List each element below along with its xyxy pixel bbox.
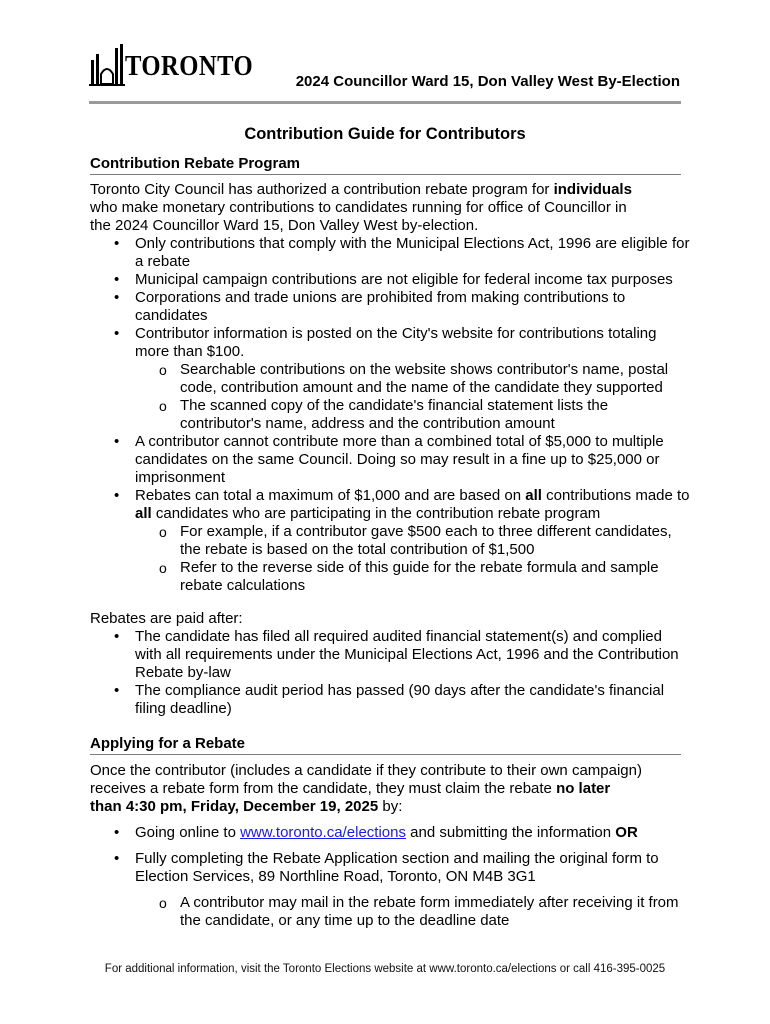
applying-section [90, 762, 690, 930]
sub-list [135, 523, 690, 595]
city-hall-icon [89, 44, 125, 88]
elections-link[interactable]: www.toronto.ca/elections [240, 824, 406, 841]
list-item: • Municipal campaign contributions are not eligible for federal income tax purposes [114, 271, 673, 288]
list-item: • The compliance audit period has passed (90 days after the candidate's financial filing deadline) [114, 682, 665, 717]
toronto-logo [89, 44, 254, 88]
list-item: • Fully completing the Rebate Application section and mailing the original form to Election Services, 89 Northline Road, Toronto, ON M4B 3G1 o A contributor may mail in the rebate form immediately after receiving it from the candidate, or any time up to the deadline date [90, 850, 690, 930]
list-item: • Going online to www.toronto.ca/elections and submitting the information OR [114, 824, 638, 841]
rebates-paid-intro: Rebates are paid after: [90, 610, 243, 627]
page-footer: For additional information, visit the Toronto Elections website at www.toronto.ca/elections or call 416-395-0025 [104, 963, 666, 975]
sub-list [135, 894, 690, 930]
list-item: • Corporations and trade unions are prohibited from making contributions to candidates [114, 289, 626, 324]
sub-list-item: o A contributor may mail in the rebate form immediately after receiving it from the candidate, or any time up to the deadline date [159, 894, 679, 929]
rebate-bullet-list [90, 235, 690, 595]
list-item: • A contributor cannot contribute more than a combined total of $5,000 to multiple candidates on the same Council. Doing so may result in a fine up to $25,000 or imprisonment [114, 433, 664, 486]
applying-intro: Once the contributor (includes a candidate if they contribute to their own campaign) receives a rebate form from the candidate, they must claim the rebate no later than 4:30 pm, Friday, December 19, 2025 by: [90, 762, 642, 815]
sub-list-item: o Searchable contributions on the website shows contributor's name, postal code, contribution amount and the name of the candidate they supported [159, 361, 669, 396]
list-item: • Rebates can total a maximum of $1,000 and are based on all contributions made to all candidates who are participating in the contribution rebate program o For example, if a contributor gave $500 each to three different candidates, the rebate is based on the total contribution of $1,500 o Refer to the reverse side of this guide for the rebate formula and sample rebate calculations [114, 487, 690, 594]
header-divider [89, 101, 681, 104]
intro-paragraph: Toronto City Council has authorized a contribution rebate program for individuals who make monetary contributions to candidates running for office of Councillor in the 2024 Councillor Ward 15, Don Valley West by-election. [90, 181, 632, 234]
applying-list [90, 824, 690, 930]
logo-wordmark: TORONTO [125, 51, 254, 82]
sub-list [135, 361, 690, 433]
section-heading-rebate-program: Contribution Rebate Program [90, 155, 681, 175]
list-item: • The candidate has filed all required audited financial statement(s) and complied with all requirements under the Municipal Elections Act, 1996 and the Contribution Rebate by-law [114, 628, 679, 681]
section-heading-applying: Applying for a Rebate [90, 735, 681, 755]
document-title: Contribution Guide for Contributors [244, 125, 526, 143]
rebates-paid-list [90, 628, 690, 718]
sub-list-item: o The scanned copy of the candidate's financial statement lists the contributor's name, address and the contribution amount [159, 397, 609, 432]
list-item: • Contributor information is posted on the City's website for contributions totaling more than $100. o Searchable contributions on the website shows contributor's name, postal code, contribution amount and the name of the candidate they supported o The scanned copy of the candidate's financial statement lists the contributor's name, address and the contribution amount [90, 325, 690, 433]
rebate-program-section [90, 181, 690, 595]
rebates-paid-section [90, 610, 690, 718]
header-title: 2024 Councillor Ward 15, Don Valley West By-Election [295, 73, 680, 90]
sub-list-item: o Refer to the reverse side of this guide for the rebate formula and sample rebate calculations [159, 559, 659, 594]
sub-list-item: o For example, if a contributor gave $500 each to three different candidates, the rebate is based on the total contribution of $1,500 [159, 523, 672, 558]
list-item: • Only contributions that comply with the Municipal Elections Act, 1996 are eligible for a rebate [114, 235, 690, 270]
